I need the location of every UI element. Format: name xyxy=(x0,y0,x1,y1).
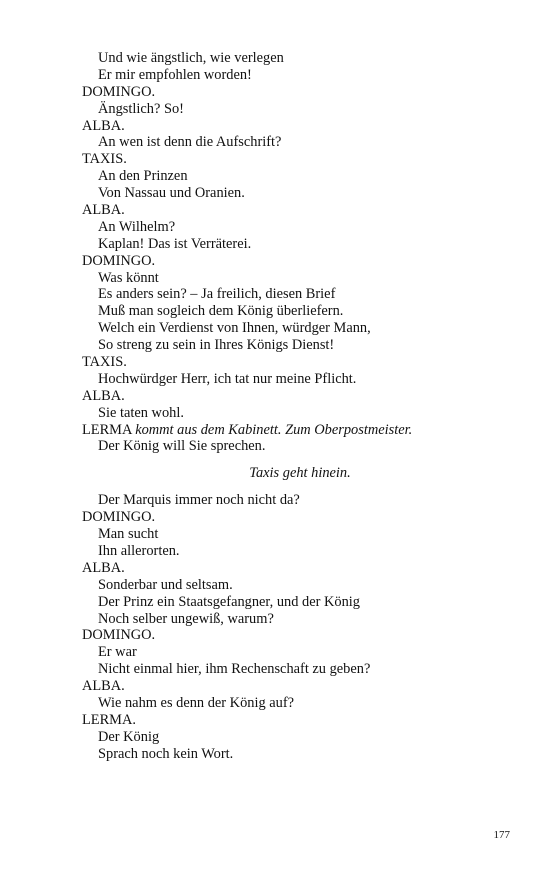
speaker-name: LERMA. xyxy=(82,711,136,728)
verse-line: Ihn allerorten. xyxy=(98,542,180,559)
verse-line: Er mir empfohlen worden! xyxy=(98,66,252,83)
speaker-name: DOMINGO. xyxy=(82,627,156,644)
verse-line: Man sucht xyxy=(98,526,159,543)
verse-line: Nicht einmal hier, ihm Rechenschaft zu geben? xyxy=(98,661,371,678)
verse-line: Sie taten wohl. xyxy=(98,404,184,421)
verse-line: Sprach noch kein Wort. xyxy=(98,745,234,762)
verse-line: Welch ein Verdienst von Ihnen, würdger Mann, xyxy=(98,320,371,337)
speaker-name: ALBA. xyxy=(82,202,125,219)
speaker-name: ALBA. xyxy=(82,117,125,134)
verse-line: Wie nahm es denn der König auf? xyxy=(98,694,295,711)
verse-line: Und wie ängstlich, wie verlegen xyxy=(98,50,284,66)
speaker-name: TAXIS. xyxy=(82,151,127,168)
stage-direction: Taxis geht hinein. xyxy=(249,465,351,482)
speaker-name: ALBA. xyxy=(82,387,125,404)
verse-line: Der Prinz ein Staatsgefangner, und der König xyxy=(98,593,360,610)
verse-line: Der König xyxy=(98,728,160,745)
speaker-with-direction xyxy=(82,422,502,439)
verse-line: Sonderbar und seltsam. xyxy=(98,576,233,593)
speaker-name: DOMINGO. xyxy=(82,252,156,269)
verse-line: Von Nassau und Oranien. xyxy=(98,185,245,202)
drama-text xyxy=(82,50,502,763)
speaker-name: ALBA. xyxy=(82,678,125,695)
verse-line: An den Prinzen xyxy=(98,168,188,185)
verse-line: Hochwürdger Herr, ich tat nur meine Pflicht. xyxy=(98,370,357,387)
speaker-name: LERMA xyxy=(82,421,132,438)
verse-line: Was könnt xyxy=(98,269,159,286)
speaker-name: TAXIS. xyxy=(82,354,127,371)
inline-stage-direction: kommt aus dem Kabinett. Zum Oberpostmeister. xyxy=(135,421,413,438)
verse-line: Muß man sogleich dem König überliefern. xyxy=(98,303,344,320)
verse-line: Ängstlich? So! xyxy=(98,100,184,117)
verse-line: An wen ist denn die Aufschrift? xyxy=(98,134,282,151)
verse-line: Der König will Sie sprechen. xyxy=(98,438,266,455)
page-number: 177 xyxy=(493,829,510,841)
verse-line: Kaplan! Das ist Verräterei. xyxy=(98,235,252,252)
speaker-name: ALBA. xyxy=(82,559,125,576)
speaker-name: DOMINGO. xyxy=(82,509,156,526)
verse-line: Noch selber ungewiß, warum? xyxy=(98,610,274,627)
verse-line: Der Marquis immer noch nicht da? xyxy=(98,492,300,509)
speaker-name: DOMINGO. xyxy=(82,83,156,100)
verse-line: So streng zu sein in Ihres Königs Dienst! xyxy=(98,337,335,354)
verse-line: An Wilhelm? xyxy=(98,218,176,235)
verse-line: Es anders sein? – Ja freilich, diesen Brief xyxy=(98,286,336,303)
verse-line: Er war xyxy=(98,644,137,661)
